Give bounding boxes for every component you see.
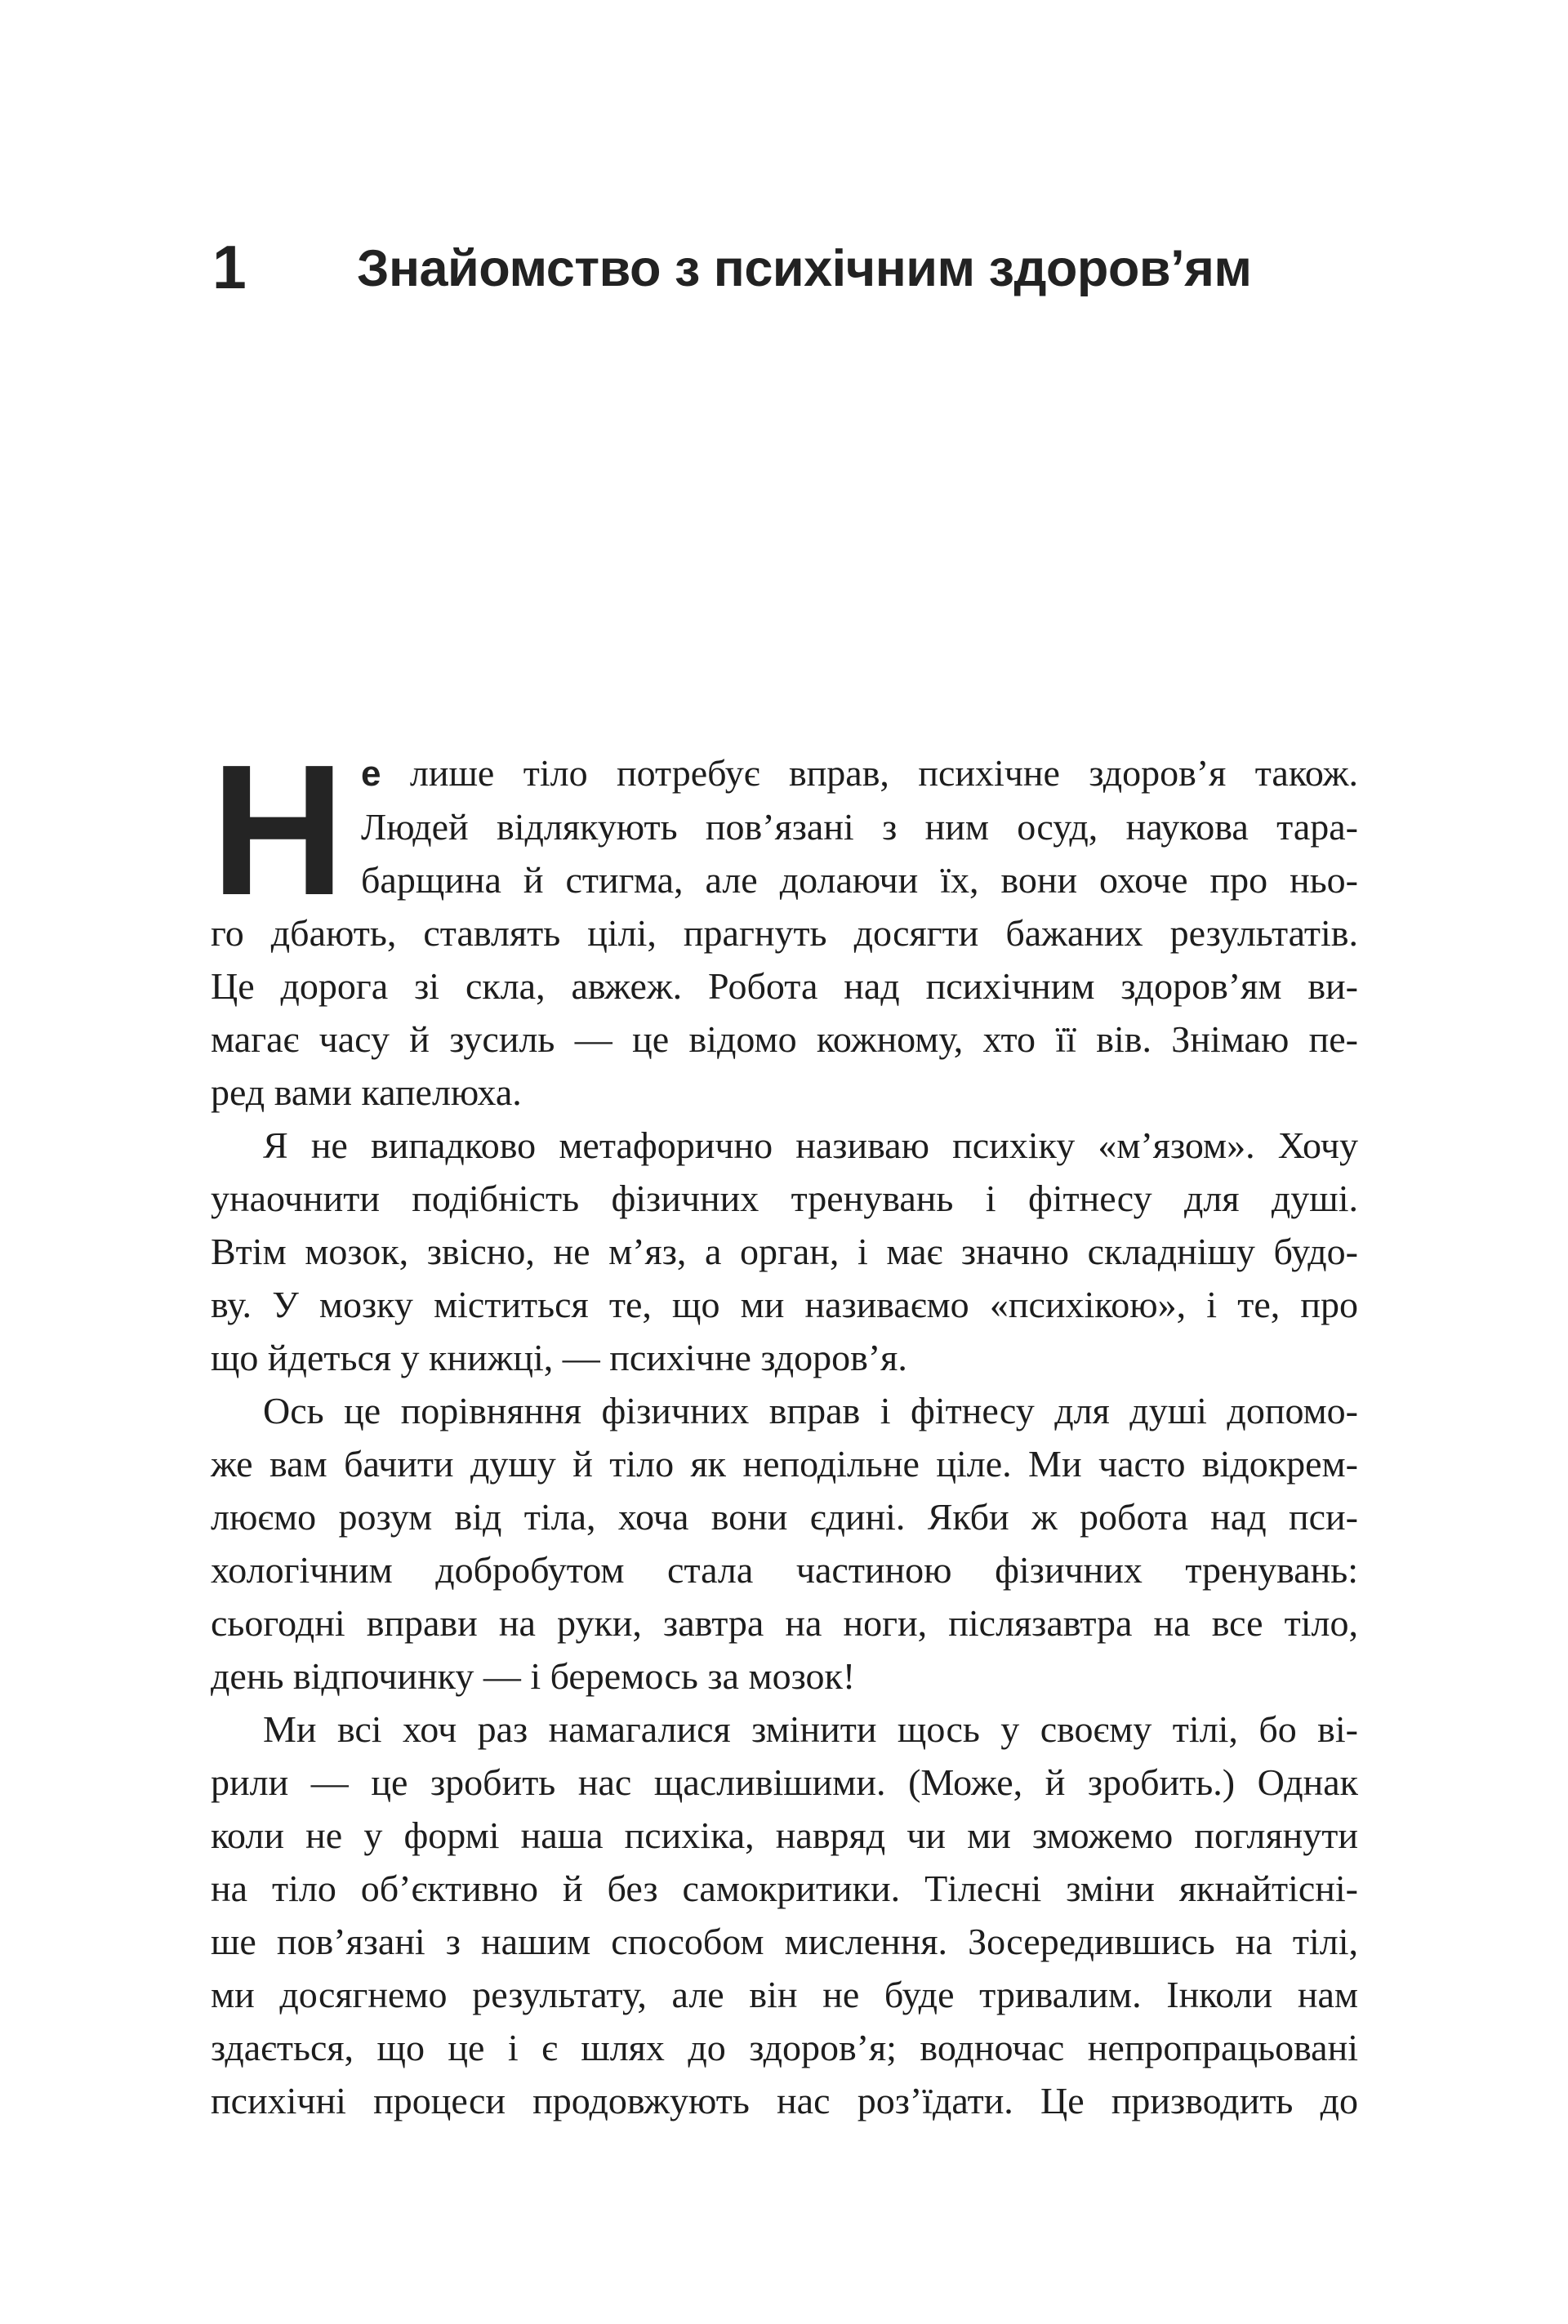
chapter-title: Знайомство з психічним здоров’ям: [357, 240, 1252, 297]
text-line: Ось це порівняння фізичних вправ і фітнесу для душі допомо-: [263, 1390, 1358, 1431]
text-line: ву. У мозку міститься те, що ми називаємо «психікою», і те, про: [211, 1284, 1358, 1325]
text-line: хологічним добробутом стала частиною фізичних тренувань:: [211, 1549, 1358, 1591]
text-line: магає часу й зусиль — це відомо кожному, хто її вів. Знімаю пе-: [211, 1018, 1358, 1060]
text-line: унаочнити подібність фізичних тренувань і фітнесу для душі.: [211, 1178, 1358, 1219]
lead-letter: е: [361, 754, 381, 794]
text-line: день відпочинку — і беремось за мозок!: [211, 1655, 856, 1697]
text-line: що йдеться у книжці, — психічне здоров’я.: [211, 1337, 907, 1378]
text-line: Ми всі хоч раз намагалися змінити щось у своєму тілі, бо ві-: [263, 1708, 1358, 1750]
text-line: Втім мозок, звісно, не м’яз, а орган, і має значно складнішу будо-: [211, 1231, 1358, 1272]
text-line: Я не випадково метафорично називаю психіку «м’язом». Хочу: [263, 1124, 1358, 1166]
text-line: здається, що це і є шлях до здоров’я; водночас непропрацьовані: [211, 2027, 1358, 2068]
text-line: Людей відлякують пов’язані з ним осуд, наукова тара-: [361, 806, 1358, 848]
text-line: барщина й стигма, але долаючи їх, вони охоче про ньо-: [361, 859, 1358, 901]
text-line: го дбають, ставлять цілі, прагнуть досягти бажаних результатів.: [211, 912, 1358, 954]
paragraph: [211, 1119, 1358, 1384]
chapter-number: 1: [212, 233, 247, 301]
text-line: люємо розум від тіла, хоча вони єдині. Якби ж робота над пси-: [211, 1496, 1358, 1538]
text-line: на тіло об’єктивно й без самокритики. Тілесні зміни якнайтісні-: [211, 1868, 1358, 1909]
text-line: психічні процеси продовжують нас роз’їдати. Це призводить до: [211, 2080, 1358, 2121]
text-line: сьогодні вправи на руки, завтра на ноги, післязавтра на все тіло,: [211, 1602, 1358, 1644]
text-line: Це дорога зі скла, авжеж. Робота над психічним здоров’ям ви-: [211, 965, 1358, 1007]
text-line: ми досягнемо результату, але він не буде тривалим. Інколи нам: [211, 1974, 1358, 2015]
text-line: е лише тіло потребує вправ, психічне здоров’я також.: [361, 752, 1358, 794]
drop-cap-letter: Н: [211, 727, 341, 934]
text-line: рили — це зробить нас щасливішими. (Може, й зробить.) Однак: [211, 1761, 1358, 1803]
text-line: ше пов’язані з нашим способом мислення. Зосередившись на тілі,: [211, 1921, 1358, 1962]
text-line: коли не у формі наша психіка, навряд чи ми зможемо поглянути: [211, 1814, 1358, 1856]
paragraph: [211, 1384, 1358, 1703]
paragraph: [211, 746, 1358, 1119]
body-text: [211, 727, 1358, 2127]
text-line: же вам бачити душу й тіло як неподільне ціле. Ми часто відокрем-: [211, 1443, 1358, 1485]
paragraph: [211, 1703, 1358, 2127]
text-line: ред вами капелюха.: [211, 1071, 522, 1113]
